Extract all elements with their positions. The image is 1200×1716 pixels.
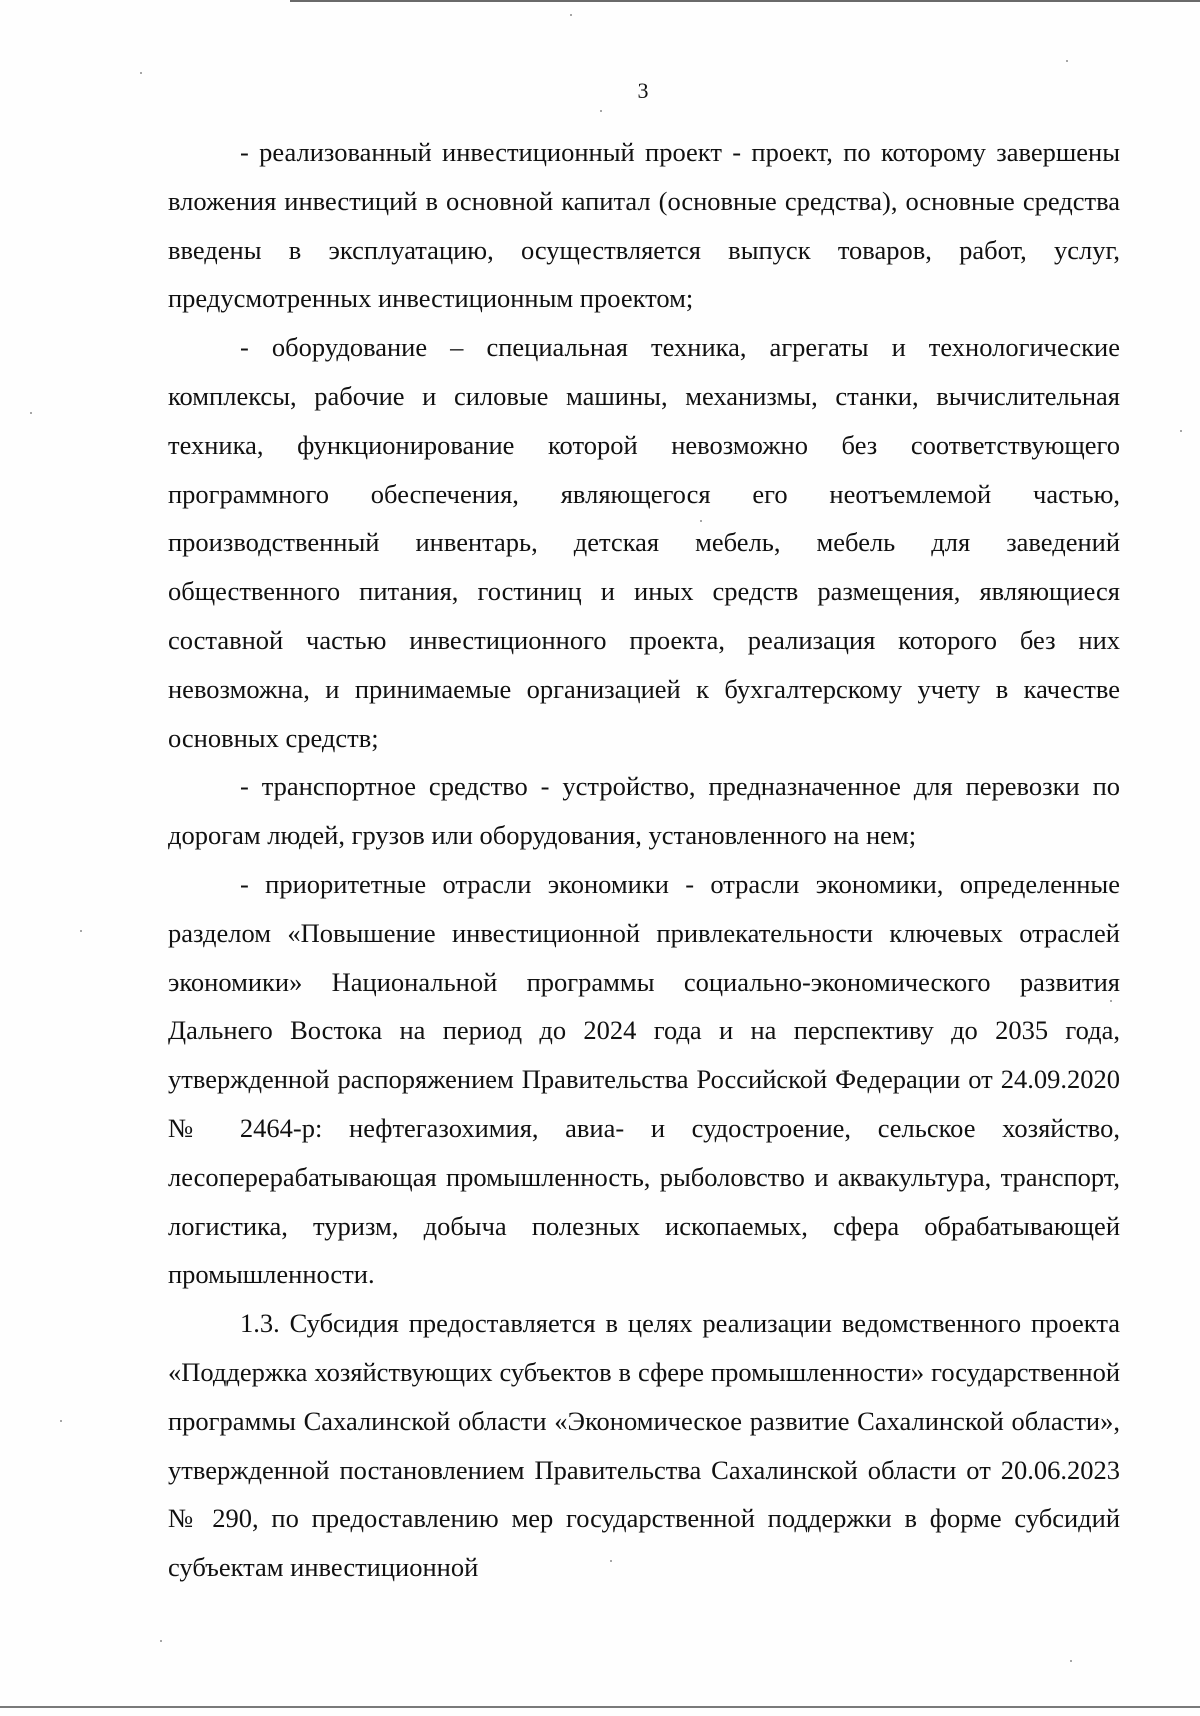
paragraph-implemented-project: - реализованный инвестиционный проект - проект, по которому завершены вложения инвестиций в основной капитал (основные средства), основные средства введены в эксплуатацию, осуществляется выпуск товаров, работ, услуг, предусмотренных инвестиционным проектом; [168,137,1120,314]
paragraph-vehicle: - транспортное средство - устройство, предназначенное для перевозки по дорогам людей, грузов или оборудования, установленного на нем; [168,771,1120,851]
scan-edge-bottom [0,1706,1200,1708]
page-number: 3 [637,78,649,103]
paragraph-priority-sectors: - приоритетные отрасли экономики - отрасли экономики, определенные разделом «Повышение инвестиционной привлекательности ключевых отраслей экономики» Национальной программы социально-экономического развития Дальнего Востока на период до 2024 года и на перспективу до 2035 года, утвержденной распоряжением Правительства Российской Федерации от 24.09.2020 № 2464-р: нефтегазохимия, авиа- и судостроение, сельское хозяйство, лесоперерабатывающая промышленность, рыболовство и аквакультура, транспорт, логистика, туризм, добыча полезных ископаемых, сфера обрабатывающей промышленности. [168,868,1120,1290]
document-body [168,128,1120,1592]
paragraph-section-1-3: 1.3. Субсидия предоставляется в целях реализации ведомственного проекта «Поддержка хозяйствующих субъектов в сфере промышленности» государственной программы Сахалинской области «Экономическое развитие Сахалинской области», утвержденной постановлением Правительства Сахалинской области от 20.06.2023 № 290, по предоставлению мер государственной поддержки в форме субсидий субъектам инвестиционной [168,1308,1120,1583]
paragraph-equipment: - оборудование – специальная техника, агрегаты и технологические комплексы, рабочие и силовые машины, механизмы, станки, вычислительная техника, функционирование которой невозможно без соответствующего программного обеспечения, являющегося его неотъемлемой частью, производственный инвентарь, детская мебель, мебель для заведений общественного питания, гостиниц и иных средств размещения, являющиеся составной частью инвестиционного проекта, реализация которого без них невозможна, и принимаемые организацией к бухгалтерскому учету в качестве основных средств; [168,332,1120,753]
scan-edge-top [290,0,1200,2]
